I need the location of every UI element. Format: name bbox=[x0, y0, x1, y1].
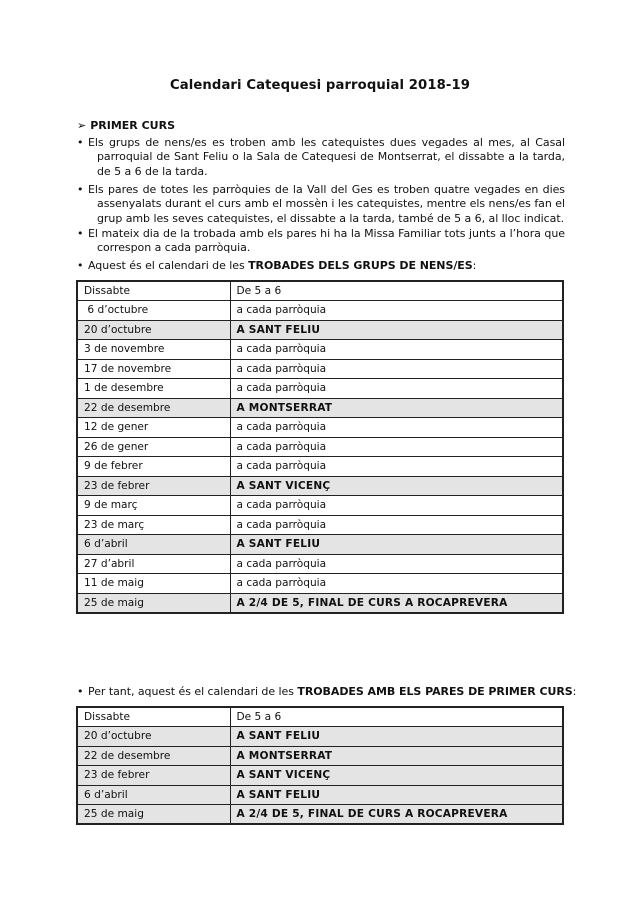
paragraph-mass bbox=[77, 227, 565, 256]
date-cell: 17 de novembre bbox=[77, 359, 230, 379]
table1-intro bbox=[77, 259, 577, 273]
table-row bbox=[77, 320, 563, 340]
table-row bbox=[77, 398, 563, 418]
date-cell: 22 de desembre bbox=[77, 746, 230, 766]
place-cell: a cada parròquia bbox=[230, 515, 563, 535]
paragraph-parents bbox=[77, 183, 565, 226]
date-cell: 23 de febrer bbox=[77, 476, 230, 496]
date-cell: 25 de maig bbox=[77, 593, 230, 613]
table-row bbox=[77, 554, 563, 574]
place-cell: a cada parròquia bbox=[230, 418, 563, 438]
date-cell: 20 d’octubre bbox=[77, 727, 230, 747]
date-cell: 25 de maig bbox=[77, 805, 230, 825]
date-cell: 3 de novembre bbox=[77, 340, 230, 360]
table2-intro-prefix: Per tant, aquest és el calendari de les bbox=[88, 685, 298, 698]
document-title: Calendari Catequesi parroquial 2018-19 bbox=[169, 78, 471, 93]
place-cell: A 2/4 DE 5, FINAL DE CURS A ROCAPREVERA bbox=[230, 805, 563, 825]
date-cell: 6 d’abril bbox=[77, 785, 230, 805]
arrow-bullet-icon: ➢ bbox=[77, 119, 87, 132]
table-row bbox=[77, 515, 563, 535]
table-row bbox=[77, 593, 563, 613]
paragraph-groups bbox=[77, 136, 565, 179]
table-header-row bbox=[77, 281, 563, 301]
date-cell: 26 de gener bbox=[77, 437, 230, 457]
place-cell: A SANT VICENÇ bbox=[230, 766, 563, 786]
table2-intro-bold: TROBADES AMB ELS PARES DE PRIMER CURS bbox=[297, 685, 573, 698]
table-row bbox=[77, 418, 563, 438]
place-cell: A SANT FELIU bbox=[230, 320, 563, 340]
place-cell: a cada parròquia bbox=[230, 340, 563, 360]
table-header-row bbox=[77, 707, 563, 727]
place-cell: a cada parròquia bbox=[230, 554, 563, 574]
place-cell: A SANT FELIU bbox=[230, 785, 563, 805]
date-cell: 6 d’abril bbox=[77, 535, 230, 555]
table-row bbox=[77, 727, 563, 747]
header-cell-time: De 5 a 6 bbox=[230, 707, 563, 727]
date-cell: 6 d’octubre bbox=[77, 301, 230, 321]
place-cell: a cada parròquia bbox=[230, 301, 563, 321]
date-cell: 23 de març bbox=[77, 515, 230, 535]
header-cell-time: De 5 a 6 bbox=[230, 281, 563, 301]
table-row bbox=[77, 746, 563, 766]
table-row bbox=[77, 301, 563, 321]
place-cell: A SANT FELIU bbox=[230, 727, 563, 747]
paragraph-text: Els pares de totes les parròquies de la Vall del Ges es troben quatre vegades en dies assenyalats durant el curs amb el mossèn i les catequistes, mentre els nens/es fan el grup amb les seves catequistes, el dissabte a la tarda, també de 5 a 6, al lloc indicat. bbox=[88, 183, 565, 225]
table1-intro-prefix: Aquest és el calendari de les bbox=[88, 259, 249, 272]
place-cell: A MONTSERRAT bbox=[230, 398, 563, 418]
place-cell: A SANT FELIU bbox=[230, 535, 563, 555]
section-heading bbox=[77, 119, 175, 132]
place-cell: a cada parròquia bbox=[230, 359, 563, 379]
bullet-icon: • bbox=[77, 685, 84, 698]
table-row bbox=[77, 785, 563, 805]
place-cell: A MONTSERRAT bbox=[230, 746, 563, 766]
place-cell: a cada parròquia bbox=[230, 574, 563, 594]
table-row bbox=[77, 535, 563, 555]
parents-meetings-calendar-table bbox=[76, 706, 564, 825]
date-cell: 11 de maig bbox=[77, 574, 230, 594]
place-cell: A 2/4 DE 5, FINAL DE CURS A ROCAPREVERA bbox=[230, 593, 563, 613]
bullet-icon: • bbox=[77, 136, 84, 149]
table-row bbox=[77, 496, 563, 516]
paragraph-text: Els grups de nens/es es troben amb les catequistes dues vegades al mes, al Casal parroquial de Sant Feliu o la Sala de Catequesi de Montserrat, el dissabte a la tarda, de 5 a 6 de la tarda. bbox=[88, 136, 565, 178]
section-heading-text: PRIMER CURS bbox=[90, 119, 176, 132]
date-cell: 1 de desembre bbox=[77, 379, 230, 399]
place-cell: A SANT VICENÇ bbox=[230, 476, 563, 496]
place-cell: a cada parròquia bbox=[230, 437, 563, 457]
table1-intro-bold: TROBADES DELS GRUPS DE NENS/ES bbox=[248, 259, 473, 272]
date-cell: 20 d’octubre bbox=[77, 320, 230, 340]
children-groups-calendar-table bbox=[76, 280, 564, 614]
table-row bbox=[77, 340, 563, 360]
bullet-icon: • bbox=[77, 259, 84, 272]
table2-intro bbox=[77, 685, 577, 699]
place-cell: a cada parròquia bbox=[230, 379, 563, 399]
place-cell: a cada parròquia bbox=[230, 457, 563, 477]
bullet-icon: • bbox=[77, 227, 84, 240]
date-cell: 27 d’abril bbox=[77, 554, 230, 574]
table-row bbox=[77, 574, 563, 594]
date-cell: 22 de desembre bbox=[77, 398, 230, 418]
table-row bbox=[77, 359, 563, 379]
date-cell: 12 de gener bbox=[77, 418, 230, 438]
table-row bbox=[77, 379, 563, 399]
date-cell: 9 de març bbox=[77, 496, 230, 516]
date-cell: 9 de febrer bbox=[77, 457, 230, 477]
place-cell: a cada parròquia bbox=[230, 496, 563, 516]
table-row bbox=[77, 437, 563, 457]
table2-intro-suffix: : bbox=[572, 685, 577, 698]
bullet-icon: • bbox=[77, 183, 84, 196]
table-row bbox=[77, 457, 563, 477]
table-row bbox=[77, 476, 563, 496]
date-cell: 23 de febrer bbox=[77, 766, 230, 786]
paragraph-text: El mateix dia de la trobada amb els pares hi ha la Missa Familiar tots junts a l’hora que correspon a cada parròquia. bbox=[88, 227, 565, 255]
table1-intro-suffix: : bbox=[472, 259, 477, 272]
table-row bbox=[77, 805, 563, 825]
header-cell-date: Dissabte bbox=[77, 281, 230, 301]
table-row bbox=[77, 766, 563, 786]
header-cell-date: Dissabte bbox=[77, 707, 230, 727]
